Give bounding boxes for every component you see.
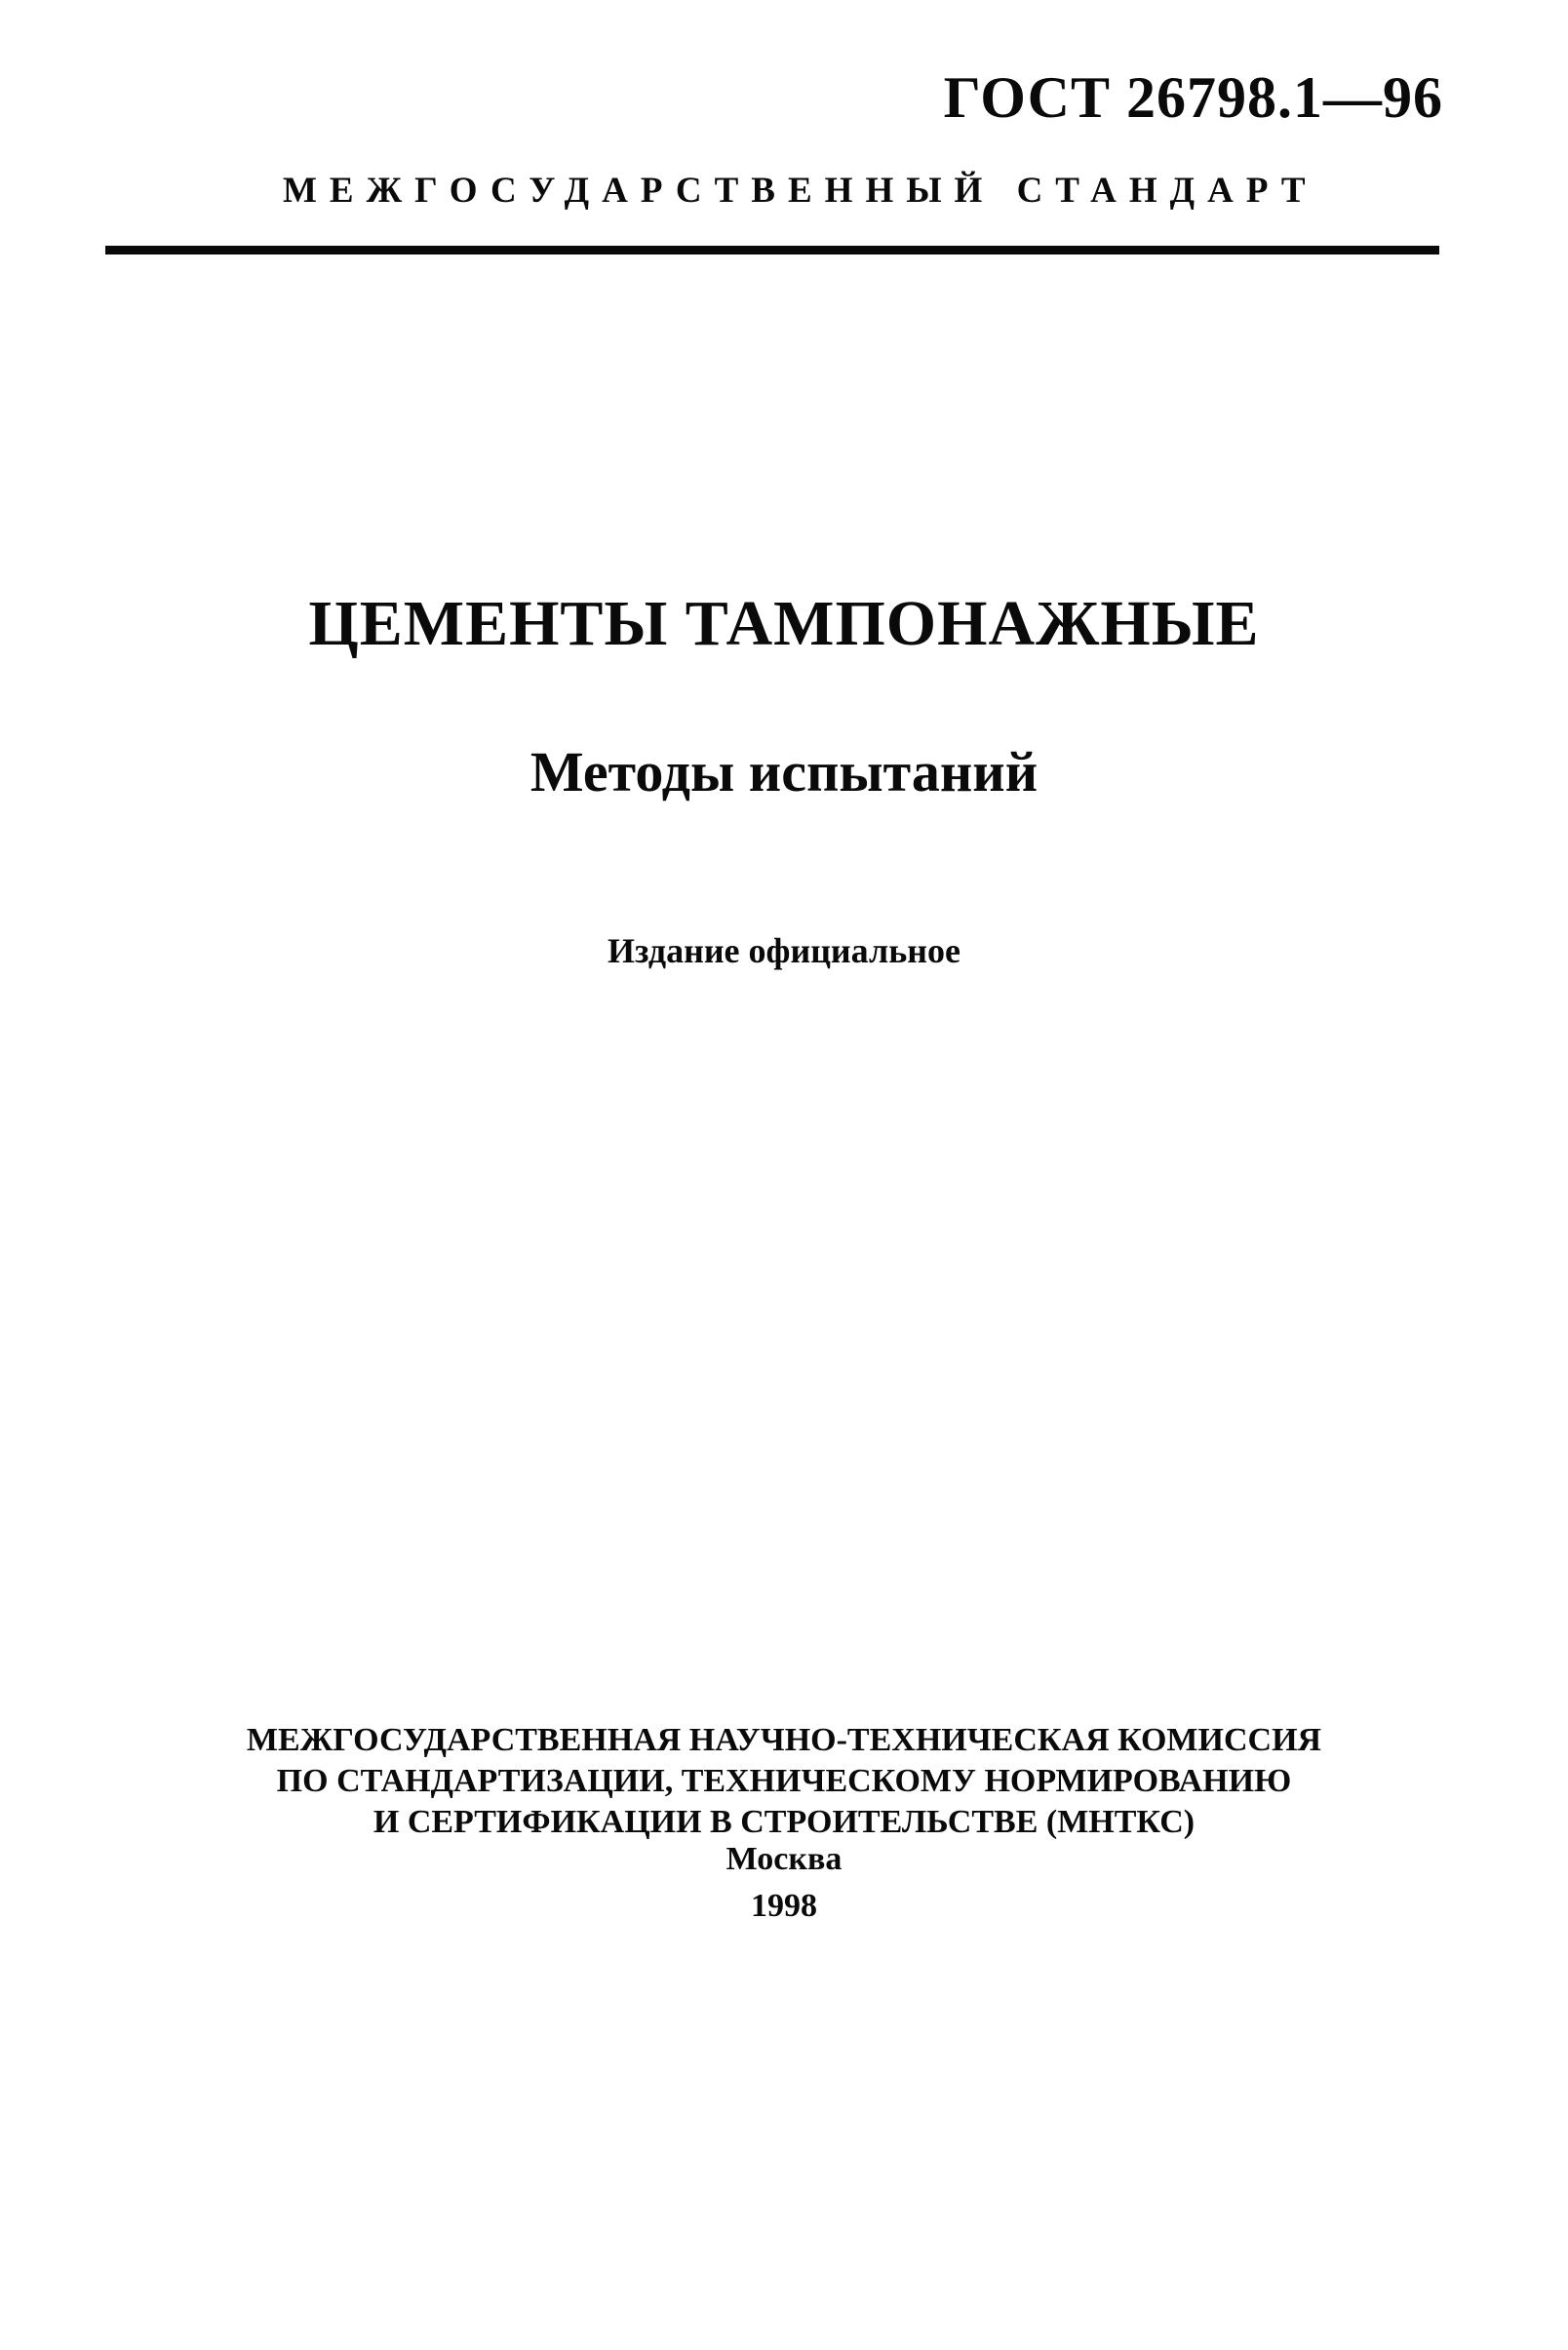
document-title: ЦЕМЕНТЫ ТАМПОНАЖНЫЕ xyxy=(308,588,1260,659)
standard-designation: ГОСТ 26798.1—96 xyxy=(943,65,1443,130)
publication-city: Москва xyxy=(725,1841,843,1877)
publisher-line-2: ПО СТАНДАРТИЗАЦИИ, ТЕХНИЧЕСКОМУ НОРМИРОВАНИЮ xyxy=(276,1763,1292,1799)
publisher-line-1: МЕЖГОСУДАРСТВЕННАЯ НАУЧНО-ТЕХНИЧЕСКАЯ КОМИССИЯ xyxy=(246,1722,1322,1758)
publication-year: 1998 xyxy=(751,1888,817,1924)
publisher-line-3: И СЕРТИФИКАЦИИ В СТРОИТЕЛЬСТВЕ (МНТКС) xyxy=(372,1804,1196,1840)
header-rule xyxy=(105,246,1439,255)
standard-category: МЕЖГОСУДАРСТВЕННЫЙ СТАНДАРТ xyxy=(283,171,1318,211)
publisher-block xyxy=(0,1720,1568,1843)
edition-note: Издание официальное xyxy=(608,931,960,970)
document-subtitle: Методы испытаний xyxy=(529,740,1039,803)
